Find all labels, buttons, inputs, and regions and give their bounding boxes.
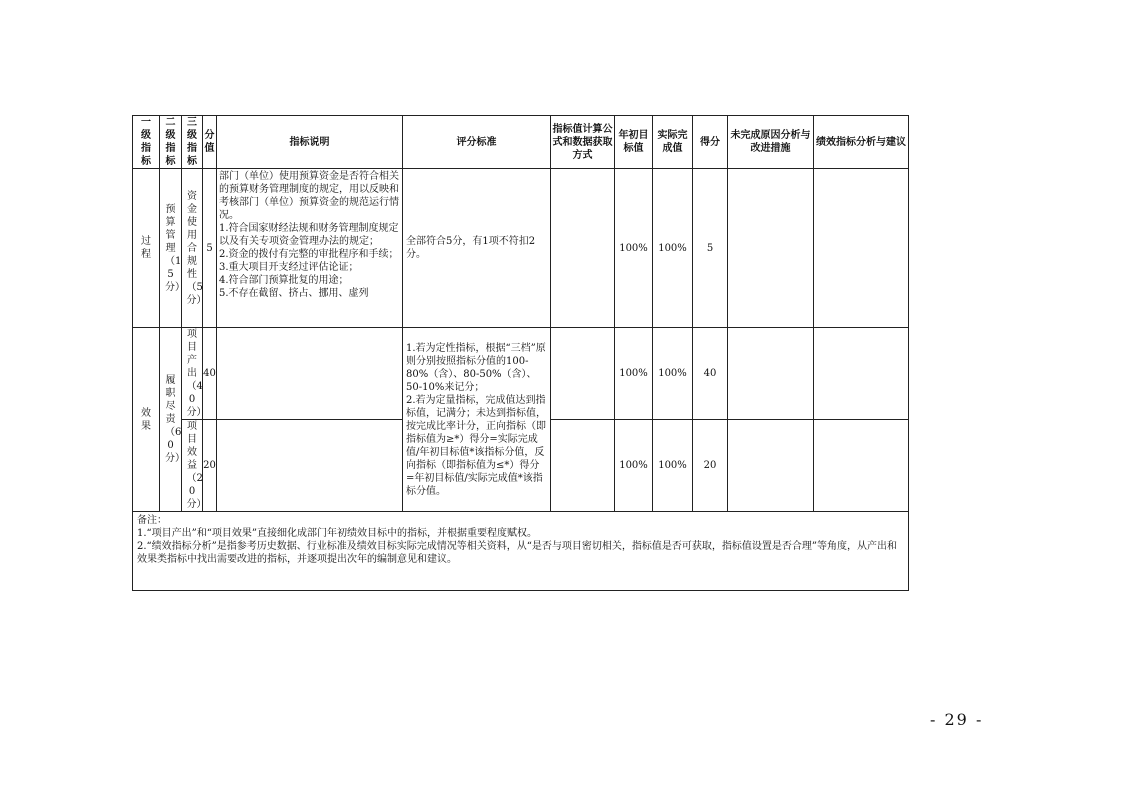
- cell-description: [217, 328, 403, 420]
- header-score: 得分: [693, 116, 728, 169]
- header-level1: 一级指标: [133, 116, 160, 169]
- cell-analysis: [814, 328, 909, 420]
- cell-score: 40: [693, 328, 728, 420]
- cell-reason: [728, 328, 814, 420]
- table-row-output: [133, 328, 909, 420]
- cell-weight: 5: [203, 169, 217, 328]
- cell-formula: [551, 420, 615, 512]
- cell-weight: 40: [203, 328, 217, 420]
- cell-criteria: 全部符合5分，有1项不符扣2分。: [403, 169, 551, 328]
- cell-formula: [551, 169, 615, 328]
- header-analysis: 绩效指标分析与建议: [814, 116, 909, 169]
- notes-title: 备注：: [137, 515, 167, 526]
- page-number: - 29 -: [930, 710, 984, 729]
- cell-target: 100%: [615, 169, 653, 328]
- cell-analysis: [814, 169, 909, 328]
- cell-actual: 100%: [653, 169, 693, 328]
- header-description: 指标说明: [217, 116, 403, 169]
- cell-level3-benefit: 项目效益（20分）: [182, 420, 203, 512]
- notes-row: [133, 512, 909, 591]
- cell-weight: 20: [203, 420, 217, 512]
- cell-score: 5: [693, 169, 728, 328]
- notes-line-1: 1.“项目产出”和“项目效果”直接细化成部门年初绩效目标中的指标，并根据重要程度赋权。: [137, 528, 537, 539]
- header-weight: 分值: [203, 116, 217, 169]
- cell-reason: [728, 169, 814, 328]
- header-criteria: 评分标准: [403, 116, 551, 169]
- cell-criteria: 1.若为定性指标，根据“三档”原则分别按照指标分值的100-80%（含）、80-50%（含）、50-10%来记分； 2.若为定量指标，完成值达到指标值，记满分；未达到指标值，按完成比率计分，正向指标（即指标值为≥*）得分=实际完成值/年初目标值*该指标分值，反向指标（即指标值为≤*）得分=年初目标值/实际完成值*该指标分值。: [403, 328, 551, 512]
- evaluation-sheet: [132, 115, 908, 591]
- cell-level3-compliance: 资金使用合规性（5分）: [182, 169, 203, 328]
- cell-level3-output: 项目产出（40分）: [182, 328, 203, 420]
- cell-actual: 100%: [653, 328, 693, 420]
- cell-analysis: [814, 420, 909, 512]
- cell-reason: [728, 420, 814, 512]
- cell-description: [217, 420, 403, 512]
- cell-description: 部门（单位）使用预算资金是否符合相关的预算财务管理制度的规定，用以反映和考核部门（单位）预算资金的规范运行情况。 1.符合国家财经法规和财务管理制度规定以及有关专项资金管理办法的规定； 2.资金的拨付有完整的审批程序和手续； 3.重大项目开支经过评估论证； 4.符合部门预算批复的用途； 5.不存在截留、挤占、挪用、虚列: [217, 169, 403, 328]
- header-target: 年初目标值: [615, 116, 653, 169]
- header-actual: 实际完成值: [653, 116, 693, 169]
- cell-level2-budget: 预算管理（15分）: [160, 169, 182, 328]
- cell-formula: [551, 328, 615, 420]
- header-level2: 二级指标: [160, 116, 182, 169]
- header-row: [133, 116, 909, 169]
- notes-line-2: 2.“绩效指标分析”是指参考历史数据、行业标准及绩效目标实际完成情况等相关资料，从“是否与项目密切相关，指标值是否可获取，指标值设置是否合理”等角度，从产出和效果类指标中找出需要改进的指标，并逐项提出次年的编制意见和建议。: [137, 541, 897, 565]
- header-reason: 未完成原因分析与改进措施: [728, 116, 814, 169]
- cell-target: 100%: [615, 420, 653, 512]
- cell-target: 100%: [615, 328, 653, 420]
- table-row-process: [133, 169, 909, 328]
- performance-evaluation-table: [132, 115, 909, 591]
- notes-cell: [133, 512, 909, 591]
- cell-actual: 100%: [653, 420, 693, 512]
- cell-level2-duty: 履职尽责（60分）: [160, 328, 182, 512]
- cell-score: 20: [693, 420, 728, 512]
- cell-level1-effect: 效果: [133, 328, 160, 512]
- cell-level1-process: 过程: [133, 169, 160, 328]
- header-formula: 指标值计算公式和数据获取方式: [551, 116, 615, 169]
- header-level3: 三级指标: [182, 116, 203, 169]
